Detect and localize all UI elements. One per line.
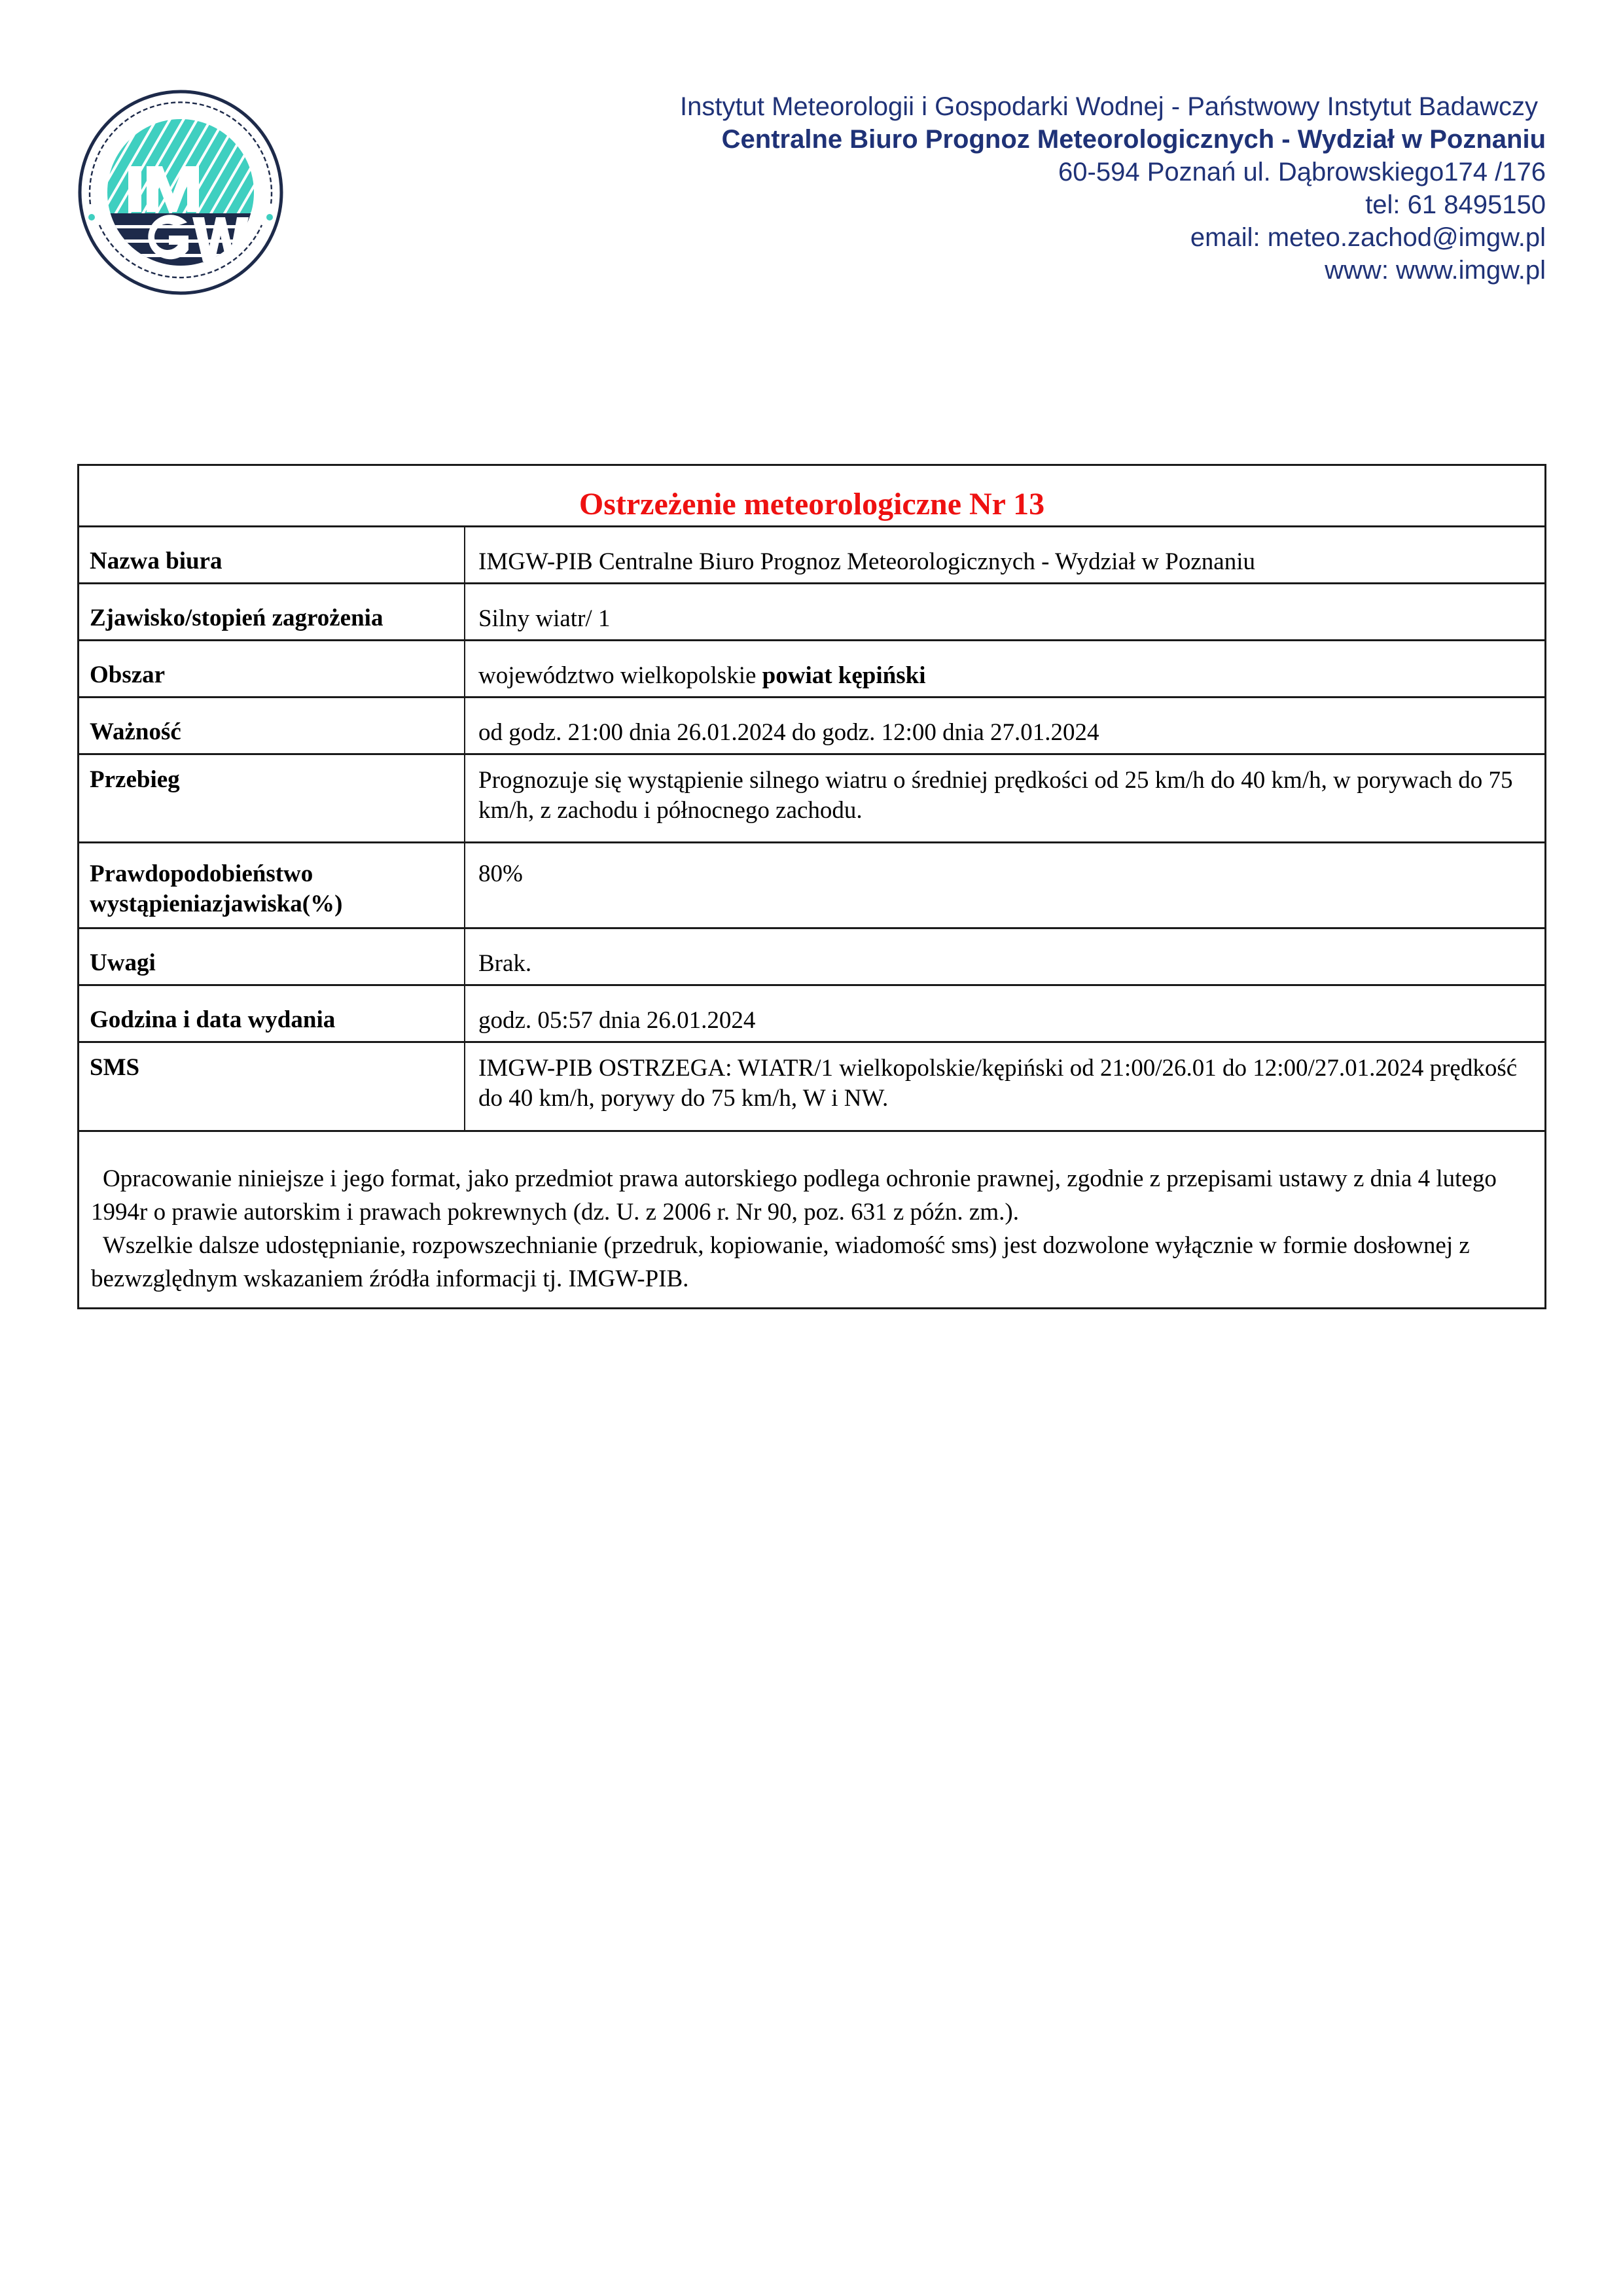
row-area <box>79 641 1544 698</box>
row-label: Przebieg <box>79 755 465 841</box>
warning-title: Ostrzeżenie meteorologiczne Nr 13 <box>79 466 1544 527</box>
row-label-line: wystąpieniazjawiska(%) <box>90 891 343 917</box>
row-label: Ważność <box>79 698 465 753</box>
row-value: Silny wiatr/ 1 <box>478 605 611 632</box>
letterhead <box>680 90 1546 287</box>
row-label: Obszar <box>79 641 465 696</box>
row-value <box>465 641 1544 696</box>
row-label-line: Prawdopodobieństwo <box>90 860 313 887</box>
warning-table <box>77 464 1546 1309</box>
row-value: IMGW-PIB Centralne Biuro Prognoz Meteorologicznych - Wydział w Poznaniu <box>478 548 1255 575</box>
row-value: 80% <box>478 860 523 887</box>
row-value: Prognozuje się wystąpienie silnego wiatru o średniej prędkości od 25 km/h do 40 km/h, w porywach do 75 km/h, z zachodu i północnego zachodu. <box>478 767 1513 824</box>
copyright-notice <box>79 1132 1544 1307</box>
row-office-name <box>79 527 1544 584</box>
row-label: Zjawisko/stopień zagrożenia <box>79 584 465 639</box>
row-label: Godzina i data wydania <box>79 986 465 1041</box>
area-county: powiat kępiński <box>762 662 926 689</box>
row-label <box>79 843 465 927</box>
logo-dot-right <box>266 214 273 221</box>
phone: tel: 61 8495150 <box>1365 190 1546 219</box>
row-validity <box>79 698 1544 755</box>
institute-name: Instytut Meteorologii i Gospodarki Wodnej - Państwowy Instytut Badawczy <box>680 92 1538 121</box>
row-value: od godz. 21:00 dnia 26.01.2024 do godz. 12:00 dnia 27.01.2024 <box>478 719 1099 746</box>
row-probability <box>79 843 1544 929</box>
row-label: Uwagi <box>79 929 465 984</box>
email[interactable]: email: meteo.zachod@imgw.pl <box>1190 223 1546 252</box>
copyright-paragraph: Opracowanie niniejsze i jego format, jako przedmiot prawa autorskiego podlega ochronie prawnej, zgodnie z przepisami ustawy z dnia 4 lutego 1994r o prawie autorskim i prawach pokrewnych (dz. U. z 2006 r. Nr 90, poz. 631 z późn. zm.). <box>91 1165 1497 1226</box>
row-phenomenon <box>79 584 1544 641</box>
row-label: SMS <box>79 1043 465 1130</box>
website[interactable]: www: www.imgw.pl <box>1325 256 1546 285</box>
row-value: Brak. <box>478 950 532 977</box>
row-course <box>79 755 1544 843</box>
row-value: IMGW-PIB OSTRZEGA: WIATR/1 wielkopolskie/kępiński od 21:00/26.01 do 12:00/27.01.2024 prędkość do 40 km/h, porywy do 75 km/h, W i NW. <box>478 1055 1518 1112</box>
imgw-logo <box>77 89 284 296</box>
bureau-name: Centralne Biuro Prognoz Meteorologicznych - Wydział w Poznaniu <box>721 125 1546 154</box>
copyright-paragraph: Wszelkie dalsze udostępnianie, rozpowszechnianie (przedruk, kopiowanie, wiadomość sms) jest dozwolone wyłącznie w formie dosłownej z bezwzględnym wskazaniem źródła informacji tj. IMGW-PIB. <box>91 1232 1470 1292</box>
area-region: województwo wielkopolskie <box>478 662 757 689</box>
row-label: Nazwa biura <box>79 527 465 582</box>
row-remarks <box>79 929 1544 986</box>
row-value: godz. 05:57 dnia 26.01.2024 <box>478 1007 756 1034</box>
row-issue-time <box>79 986 1544 1043</box>
logo-dot-left <box>88 214 95 221</box>
address: 60-594 Poznań ul. Dąbrowskiego174 /176 <box>1058 158 1546 186</box>
row-sms <box>79 1043 1544 1132</box>
